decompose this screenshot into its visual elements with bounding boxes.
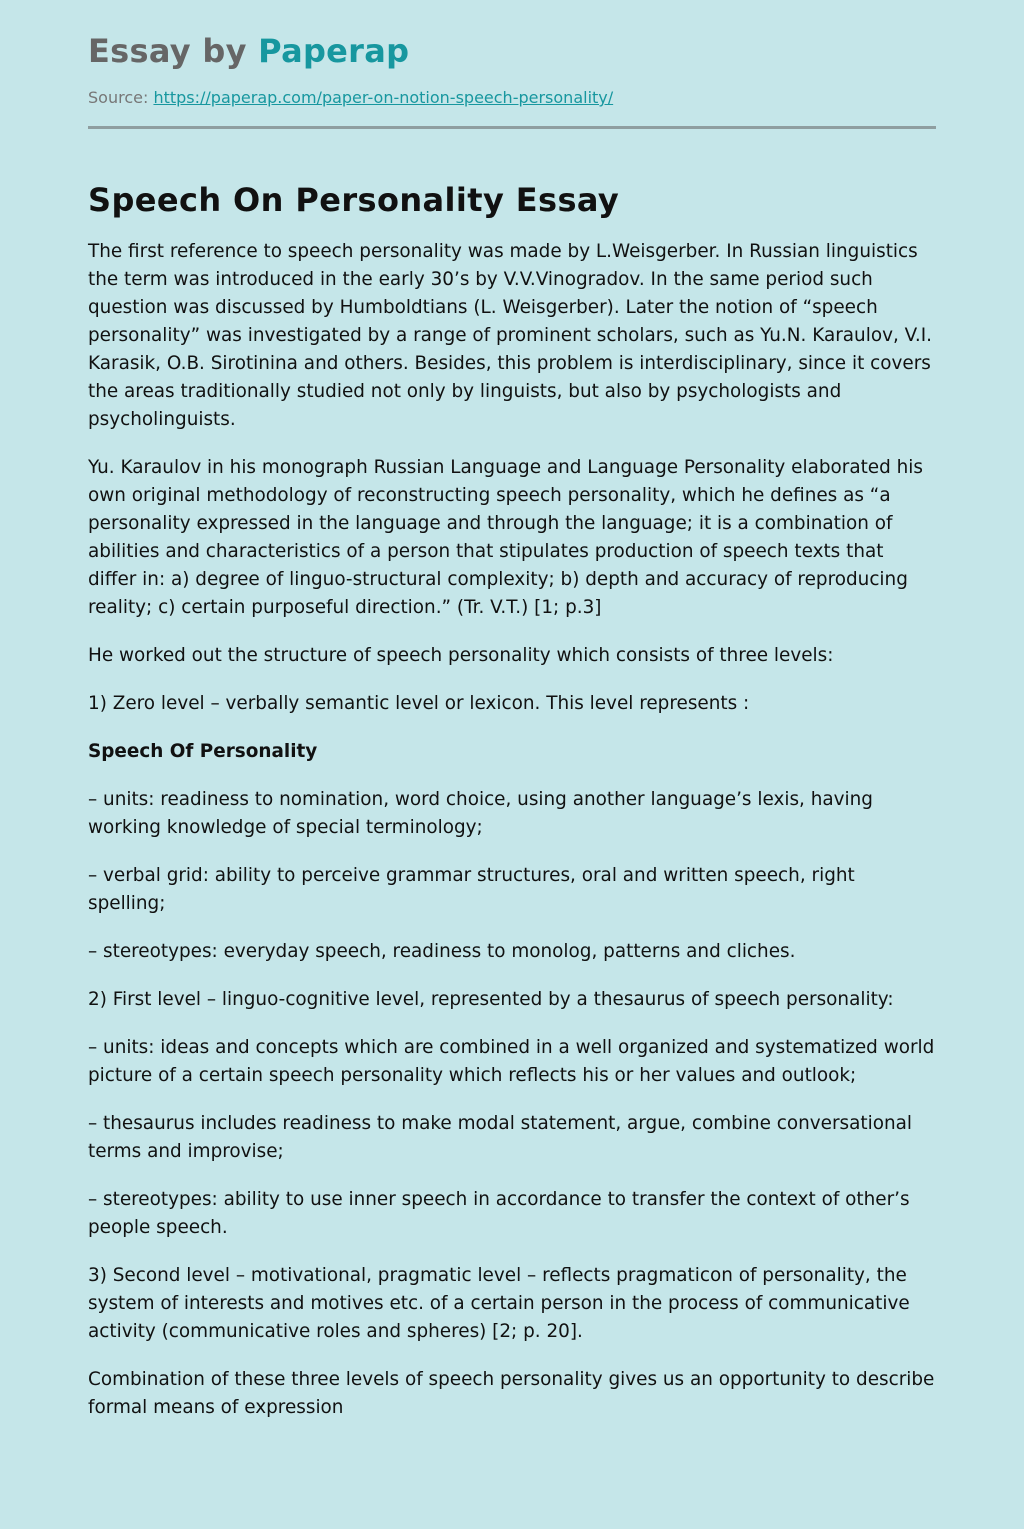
site-header: [88, 0, 936, 129]
header-divider: [88, 126, 936, 129]
paragraph-structure: He worked out the structure of speech personality which consists of three levels:: [88, 645, 834, 666]
paragraph-intro: The first reference to speech personality was made by L.Weisgerber. In Russian linguistics the term was introduced in the early 30’s by V.V.Vinogradov. In the same period such question was discussed by Humboldtians (L. Weisgerber). Later the notion of “speech personality” was investigated by a range of prominent scholars, such as Yu.N. Karaulov, V.I. Karasik, O.B. Sirotinina and others. Besides, this problem is interdisciplinary, since it covers the areas traditionally studied not only by linguists, but also by psychologists and psycholinguists.: [88, 241, 932, 430]
list-item-stereotypes-2: – stereotypes: ability to use inner speech in accordance to transfer the context of other’s people speech.: [88, 1189, 910, 1238]
page: [88, 0, 936, 1422]
list-item-stereotypes: – stereotypes: everyday speech, readiness to monolog, patterns and cliches.: [88, 941, 796, 962]
essay-title: Speech On Personality Essay: [88, 181, 620, 219]
list-item-verbal-grid: – verbal grid: ability to perceive grammar structures, oral and written speech, right spelling;: [88, 865, 855, 914]
paragraph-combination: Combination of these three levels of speech personality gives us an opportunity to describe formal means of expression: [88, 1369, 935, 1418]
brand-essay-by: Essay by: [88, 32, 259, 70]
paragraph-second-level: 3) Second level – motivational, pragmatic level – reflects pragmaticon of personality, the system of interests and motives etc. of a certain person in the process of communicative activity (communicative roles and spheres) [2; p. 20].: [88, 1265, 910, 1342]
section-subheading: Speech Of Personality: [88, 741, 318, 762]
source-label: Source:: [88, 88, 154, 107]
paragraph-karaulov: Yu. Karaulov in his monograph Russian Language and Language Personality elaborated his own original methodology of reconstructing speech personality, which he defines as “a personality expressed in the language and through the language; it is a combination of abilities and characteristics of a person that stipulates production of speech texts that differ in: a) degree of linguo-structural complexity; b) depth and accuracy of reproducing reality; c) certain purposeful direction.” (Tr. V.T.) [1; p.3]: [88, 457, 923, 618]
essay-body: [88, 238, 936, 1422]
paragraph-zero-level: 1) Zero level – verbally semantic level or lexicon. This level represents :: [88, 693, 750, 714]
brand-paperap: Paperap: [258, 32, 410, 70]
list-item-thesaurus: – thesaurus includes readiness to make modal statement, argue, combine conversational terms and improvise;: [88, 1113, 912, 1162]
source-line: [88, 86, 936, 110]
brand-heading: [88, 0, 936, 74]
paragraph-first-level: 2) First level – linguo-cognitive level, represented by a thesaurus of speech personality:: [88, 989, 894, 1010]
source-link[interactable]: https://paperap.com/paper-on-notion-speech-personality/: [153, 88, 614, 107]
list-item-units-2: – units: ideas and concepts which are combined in a well organized and systematized world picture of a certain speech personality which reflects his or her values and outlook;: [88, 1037, 935, 1086]
list-item-units: – units: readiness to nomination, word choice, using another language’s lexis, having working knowledge of special terminology;: [88, 789, 873, 838]
